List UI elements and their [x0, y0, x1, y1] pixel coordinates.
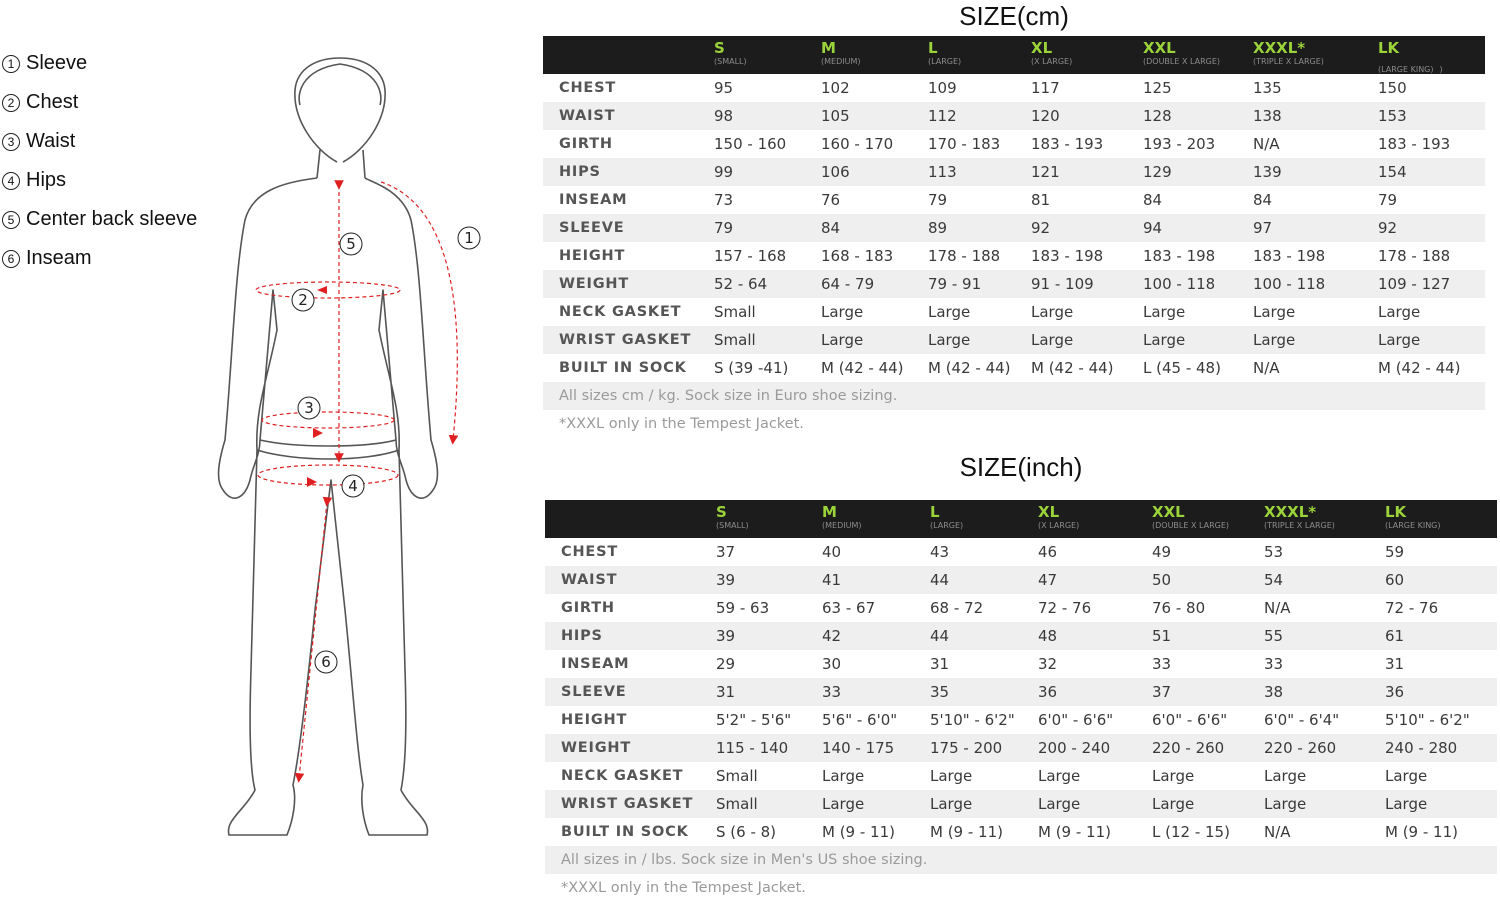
size-column-header: [1038, 500, 1152, 538]
row-label: NECK GASKET: [559, 304, 682, 320]
table-cell: 73: [714, 191, 734, 209]
row-label: INSEAM: [561, 656, 630, 672]
table-cell: 178 - 188: [1378, 247, 1451, 265]
table-cell: Large: [821, 303, 864, 321]
table-row: [545, 538, 1497, 566]
table-cell: 52 - 64: [714, 275, 768, 293]
table-row: [543, 354, 1485, 382]
table-cell: Large: [1385, 767, 1428, 785]
table-row: [543, 74, 1485, 102]
row-label: WAIST: [559, 108, 616, 124]
size-header-cm: [543, 36, 1485, 74]
size-name: (DOUBLE X LARGE): [1143, 57, 1221, 66]
legend-item: [0, 161, 230, 200]
table-cell: M (9 - 11): [1038, 823, 1111, 841]
row-label: HEIGHT: [559, 248, 626, 264]
table-cell: Large: [1031, 303, 1074, 321]
size-column-header: [822, 500, 930, 538]
body-measurement-figure: [205, 50, 495, 850]
size-name: (SMALL): [716, 521, 749, 530]
table-cell: S (6 - 8): [716, 823, 777, 841]
size-code: LK: [1385, 503, 1407, 521]
size-name: (SMALL): [714, 57, 747, 66]
table-row: [543, 326, 1485, 354]
legend-number: 3: [2, 133, 20, 151]
size-column-header: [1385, 500, 1497, 538]
table-cell: Large: [928, 303, 971, 321]
size-name: (MEDIUM): [821, 57, 861, 66]
table-row: [543, 186, 1485, 214]
table-cell: 50: [1152, 571, 1172, 589]
table-cell: 29: [716, 655, 736, 673]
table-cell: 6'0" - 6'6": [1152, 711, 1228, 729]
legend-label: Chest: [26, 91, 79, 113]
table-cell: Large: [1143, 331, 1186, 349]
table-cell: L (12 - 15): [1152, 823, 1230, 841]
table-cell: 94: [1143, 219, 1163, 237]
size-header-inch: [545, 500, 1497, 538]
size-name: (TRIPLE X LARGE): [1253, 57, 1324, 66]
size-code: XXXL*: [1264, 503, 1317, 521]
table-cell: 121: [1031, 163, 1060, 181]
size-column-header: [1152, 500, 1264, 538]
row-label: WAIST: [561, 572, 618, 588]
size-name: (LARGE): [928, 57, 962, 66]
row-label: WRIST GASKET: [561, 796, 694, 812]
size-column-header: [1031, 36, 1143, 74]
legend-number: 6: [2, 250, 20, 268]
row-label: GIRTH: [559, 136, 613, 152]
table-cell: 72 - 76: [1038, 599, 1092, 617]
table-cell: 64 - 79: [821, 275, 875, 293]
table-cell: 91 - 109: [1031, 275, 1094, 293]
row-label: HIPS: [559, 164, 601, 180]
table-cell: 92: [1378, 219, 1398, 237]
table-cell: 31: [1385, 655, 1405, 673]
table-cell: 153: [1378, 107, 1407, 125]
table-cell: Large: [1253, 303, 1296, 321]
table-cell: N/A: [1253, 359, 1280, 377]
size-code: S: [714, 39, 725, 57]
table-cell: Large: [928, 331, 971, 349]
table-cell: Large: [821, 331, 864, 349]
legend-item: [0, 200, 230, 239]
size-name-suffix: ): [1439, 65, 1443, 74]
legend-item: [0, 239, 230, 278]
size-table-inch: [545, 450, 1497, 902]
size-code: XXXL*: [1253, 39, 1306, 57]
table-cell: 135: [1253, 79, 1282, 97]
size-column-header: [928, 36, 1031, 74]
table-cell: 55: [1264, 627, 1284, 645]
legend-label: Waist: [26, 130, 76, 152]
table-cell: 220 - 260: [1264, 739, 1337, 757]
table-cell: 36: [1385, 683, 1405, 701]
table-cell: 31: [716, 683, 736, 701]
marker-6: 6: [321, 653, 331, 671]
table-cell: M (42 - 44): [1031, 359, 1114, 377]
table-cell: 33: [822, 683, 842, 701]
table-row: [545, 650, 1497, 678]
size-column-header: [930, 500, 1038, 538]
table-row: [545, 734, 1497, 762]
table-cell: N/A: [1264, 823, 1291, 841]
table-cell: M (9 - 11): [930, 823, 1003, 841]
table-cell: Large: [1152, 795, 1195, 813]
table-cell: 5'10" - 6'2": [1385, 711, 1470, 729]
table-cell: 36: [1038, 683, 1058, 701]
table-cell: 183 - 193: [1031, 135, 1104, 153]
legend-label: Sleeve: [26, 52, 88, 74]
table-cell: 129: [1143, 163, 1172, 181]
table-cell: 31: [930, 655, 950, 673]
table-cell: 193 - 203: [1143, 135, 1216, 153]
table-cell: 98: [714, 107, 734, 125]
size-code: S: [716, 503, 727, 521]
table-cell: 100 - 118: [1143, 275, 1216, 293]
table-cell: 112: [928, 107, 957, 125]
legend-item: [0, 122, 230, 161]
row-label: WEIGHT: [561, 740, 632, 756]
table-cell: M (9 - 11): [822, 823, 895, 841]
table-cell: 33: [1264, 655, 1284, 673]
table-cell: 76 - 80: [1152, 599, 1206, 617]
table-cell: 5'2" - 5'6": [716, 711, 792, 729]
size-name: (X LARGE): [1038, 521, 1080, 530]
table-row: [545, 678, 1497, 706]
size-code: XXL: [1152, 503, 1185, 521]
table-cell: 32: [1038, 655, 1058, 673]
table-cell: 157 - 168: [714, 247, 787, 265]
table-cell: 41: [822, 571, 842, 589]
table-cell: N/A: [1264, 599, 1291, 617]
size-column-header: [1253, 36, 1378, 74]
size-code: XXL: [1143, 39, 1176, 57]
table-cell: 49: [1152, 543, 1172, 561]
table-cell: M (42 - 44): [928, 359, 1011, 377]
table-cell: 44: [930, 627, 950, 645]
table-cell: L (45 - 48): [1143, 359, 1221, 377]
legend-label: Inseam: [26, 247, 92, 269]
measurement-legend: [0, 44, 230, 278]
table-cell: 105: [821, 107, 850, 125]
row-label: SLEEVE: [559, 220, 625, 236]
table-cell: M (9 - 11): [1385, 823, 1458, 841]
table-cell: 102: [821, 79, 850, 97]
table-cell: 60: [1385, 571, 1405, 589]
table-cell: 37: [716, 543, 736, 561]
size-name: (TRIPLE X LARGE): [1264, 521, 1335, 530]
table-cell: 160 - 170: [821, 135, 894, 153]
table-cell: 43: [930, 543, 950, 561]
table-cell: N/A: [1253, 135, 1280, 153]
row-label: HEIGHT: [561, 712, 628, 728]
marker-5: 5: [346, 235, 356, 253]
row-label: INSEAM: [559, 192, 628, 208]
units-note-inch: All sizes in / lbs. Sock size in Men's US shoe sizing.: [545, 846, 1497, 874]
table-cell: Large: [930, 795, 973, 813]
table-cell: 138: [1253, 107, 1282, 125]
table-cell: 178 - 188: [928, 247, 1001, 265]
size-name: (LARGE KING): [1385, 521, 1441, 530]
table-cell: 183 - 198: [1253, 247, 1326, 265]
table-cell: 99: [714, 163, 734, 181]
legend-label: Hips: [26, 169, 67, 191]
table-cell: 44: [930, 571, 950, 589]
table-cell: 100 - 118: [1253, 275, 1326, 293]
table-cell: 120: [1031, 107, 1060, 125]
table-cell: Large: [1378, 303, 1421, 321]
table-cell: 42: [822, 627, 842, 645]
table-cell: 89: [928, 219, 948, 237]
marker-4: 4: [348, 477, 358, 495]
table-cell: Large: [1264, 795, 1307, 813]
table-cell: 81: [1031, 191, 1051, 209]
size-code: LK: [1378, 39, 1400, 57]
xxxl-note-cm: *XXXL only in the Tempest Jacket.: [559, 416, 804, 432]
legend-number: 5: [2, 211, 20, 229]
size-code: L: [928, 39, 938, 57]
legend-number: 2: [2, 94, 20, 112]
table-cell: 95: [714, 79, 734, 97]
marker-3: 3: [304, 399, 314, 417]
table-cell: Large: [1253, 331, 1296, 349]
table-cell: 139: [1253, 163, 1282, 181]
table-cell: 113: [928, 163, 957, 181]
table-cell: 38: [1264, 683, 1284, 701]
table-title-cm: SIZE(cm): [959, 1, 1069, 31]
table-cell: Large: [930, 767, 973, 785]
table-row: [545, 762, 1497, 790]
table-row: [545, 566, 1497, 594]
table-row: [543, 158, 1485, 186]
table-cell: Small: [714, 303, 756, 321]
table-cell: Large: [822, 767, 865, 785]
table-row: [543, 214, 1485, 242]
header-spacer: [545, 500, 716, 538]
row-label: WRIST GASKET: [559, 332, 692, 348]
table-row: [545, 594, 1497, 622]
table-cell: Large: [1385, 795, 1428, 813]
size-table-cm: [543, 0, 1485, 438]
table-cell: 35: [930, 683, 950, 701]
table-cell: 97: [1253, 219, 1273, 237]
table-cell: 30: [822, 655, 842, 673]
table-cell: Large: [1143, 303, 1186, 321]
xxxl-note-inch: *XXXL only in the Tempest Jacket.: [561, 880, 806, 896]
marker-2: 2: [298, 291, 308, 309]
table-row: [543, 102, 1485, 130]
legend-item: [0, 44, 230, 83]
table-cell: 39: [716, 627, 736, 645]
table-cell: 220 - 260: [1152, 739, 1225, 757]
table-cell: 5'6" - 6'0": [822, 711, 898, 729]
row-label: BUILT IN SOCK: [559, 360, 687, 376]
table-cell: 63 - 67: [822, 599, 876, 617]
table-cell: 68 - 72: [930, 599, 984, 617]
table-cell: 106: [821, 163, 850, 181]
table-cell: 6'0" - 6'6": [1038, 711, 1114, 729]
size-code: M: [821, 39, 836, 57]
size-column-header: [1143, 36, 1253, 74]
table-cell: S (39 -41): [714, 359, 789, 377]
legend-number: 4: [2, 172, 20, 190]
table-title-inch: SIZE(inch): [959, 452, 1083, 482]
row-label: WEIGHT: [559, 276, 630, 292]
table-cell: 84: [821, 219, 841, 237]
table-cell: Small: [716, 767, 758, 785]
table-cell: M (42 - 44): [1378, 359, 1461, 377]
table-cell: 39: [716, 571, 736, 589]
table-cell: 92: [1031, 219, 1051, 237]
table-cell: 175 - 200: [930, 739, 1003, 757]
table-cell: 150 - 160: [714, 135, 787, 153]
table-cell: Small: [714, 331, 756, 349]
table-cell: 125: [1143, 79, 1172, 97]
table-cell: 168 - 183: [821, 247, 894, 265]
size-column-header: [821, 36, 928, 74]
table-cell: 37: [1152, 683, 1172, 701]
table-cell: 54: [1264, 571, 1284, 589]
table-cell: Large: [1152, 767, 1195, 785]
row-label: NECK GASKET: [561, 768, 684, 784]
table-cell: 109: [928, 79, 957, 97]
table-cell: 72 - 76: [1385, 599, 1439, 617]
table-cell: 59: [1385, 543, 1405, 561]
legend-number: 1: [2, 55, 20, 73]
size-column-header: [714, 36, 821, 74]
table-cell: 48: [1038, 627, 1058, 645]
table-cell: Large: [1031, 331, 1074, 349]
table-cell: 84: [1253, 191, 1273, 209]
table-cell: 47: [1038, 571, 1058, 589]
size-column-header: [1378, 36, 1485, 74]
table-cell: 5'10" - 6'2": [930, 711, 1015, 729]
header-spacer: [543, 36, 714, 74]
table-row: [545, 706, 1497, 734]
table-cell: 59 - 63: [716, 599, 770, 617]
row-label: GIRTH: [561, 600, 615, 616]
table-cell: Large: [1378, 331, 1421, 349]
table-cell: 150: [1378, 79, 1407, 97]
table-cell: 183 - 198: [1143, 247, 1216, 265]
row-label: HIPS: [561, 628, 603, 644]
legend-item: [0, 83, 230, 122]
table-row: [543, 270, 1485, 298]
table-cell: 53: [1264, 543, 1284, 561]
table-cell: 183 - 193: [1378, 135, 1451, 153]
table-row: [543, 242, 1485, 270]
table-cell: 33: [1152, 655, 1172, 673]
table-cell: 200 - 240: [1038, 739, 1111, 757]
table-row: [545, 818, 1497, 846]
table-row: [543, 130, 1485, 158]
table-cell: 51: [1152, 627, 1172, 645]
table-cell: 183 - 198: [1031, 247, 1104, 265]
size-name: (DOUBLE X LARGE): [1152, 521, 1230, 530]
table-cell: Large: [822, 795, 865, 813]
table-cell: 170 - 183: [928, 135, 1001, 153]
table-cell: 115 - 140: [716, 739, 789, 757]
table-cell: 140 - 175: [822, 739, 895, 757]
table-cell: 154: [1378, 163, 1407, 181]
size-code: XL: [1038, 503, 1060, 521]
row-label: SLEEVE: [561, 684, 627, 700]
table-row: [543, 298, 1485, 326]
table-cell: 79: [1378, 191, 1398, 209]
size-code: M: [822, 503, 837, 521]
size-column-header: [716, 500, 822, 538]
table-cell: 128: [1143, 107, 1172, 125]
row-label: CHEST: [561, 544, 619, 560]
table-cell: 79 - 91: [928, 275, 982, 293]
row-label: CHEST: [559, 80, 617, 96]
legend-label: Center back sleeve: [26, 208, 198, 230]
size-code: L: [930, 503, 940, 521]
size-code: XL: [1031, 39, 1053, 57]
table-cell: 79: [714, 219, 734, 237]
table-row: [545, 622, 1497, 650]
table-cell: 6'0" - 6'4": [1264, 711, 1340, 729]
table-cell: 61: [1385, 627, 1405, 645]
table-cell: 76: [821, 191, 841, 209]
table-cell: 40: [822, 543, 842, 561]
table-row: [545, 790, 1497, 818]
row-label: BUILT IN SOCK: [561, 824, 689, 840]
size-name: (X LARGE): [1031, 57, 1073, 66]
table-cell: Large: [1264, 767, 1307, 785]
table-cell: Large: [1038, 795, 1081, 813]
table-cell: Large: [1038, 767, 1081, 785]
table-cell: M (42 - 44): [821, 359, 904, 377]
table-cell: 109 - 127: [1378, 275, 1451, 293]
size-name: (LARGE): [930, 521, 964, 530]
units-note-cm: All sizes cm / kg. Sock size in Euro shoe sizing.: [543, 382, 1485, 410]
table-cell: 46: [1038, 543, 1058, 561]
table-cell: 240 - 280: [1385, 739, 1458, 757]
table-cell: 79: [928, 191, 948, 209]
table-cell: Small: [716, 795, 758, 813]
size-name: (LARGE KING): [1378, 65, 1434, 74]
table-cell: 84: [1143, 191, 1163, 209]
size-name: (MEDIUM): [822, 521, 862, 530]
marker-1: 1: [464, 229, 474, 247]
table-cell: 117: [1031, 79, 1060, 97]
size-column-header: [1264, 500, 1385, 538]
